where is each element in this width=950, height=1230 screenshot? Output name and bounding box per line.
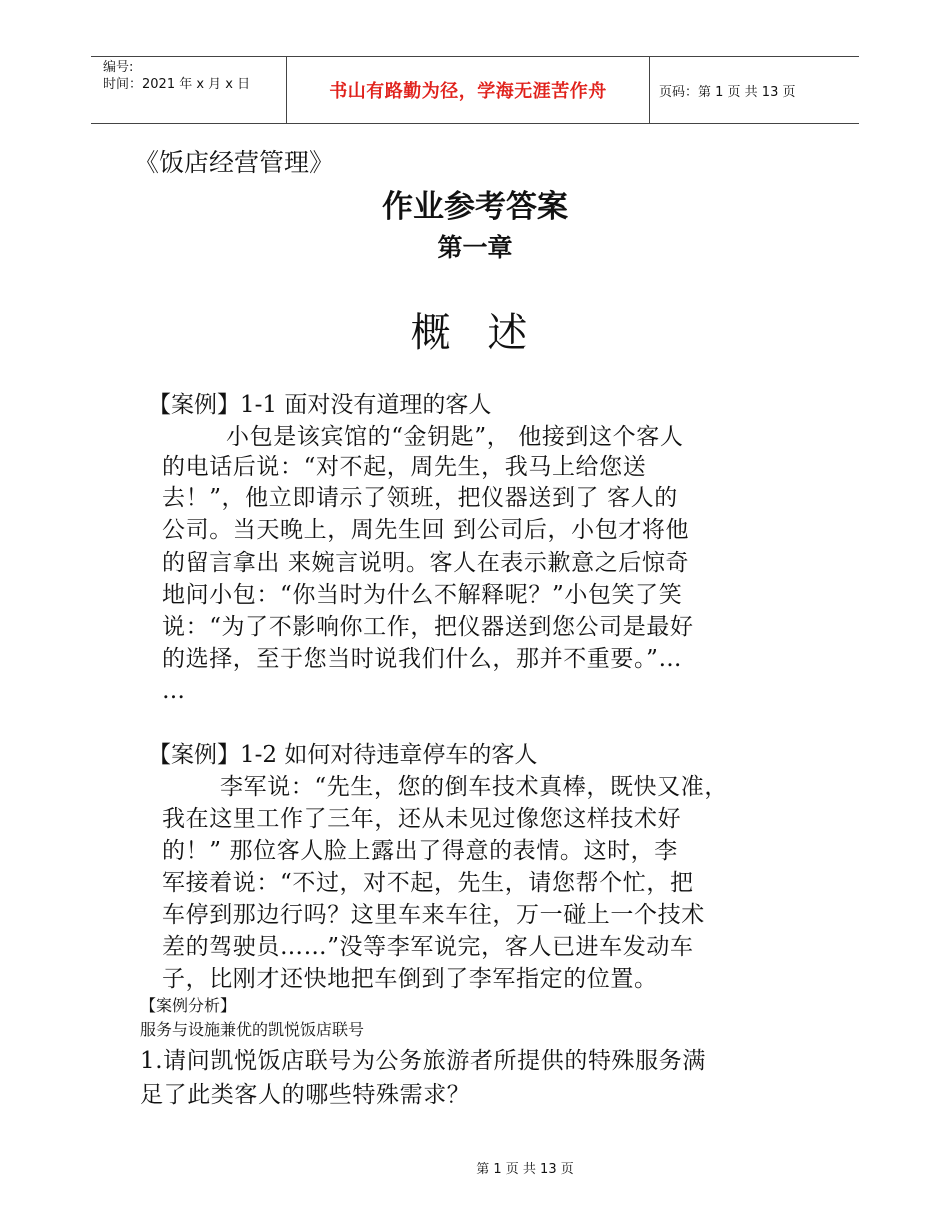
case-1-1-line: … <box>162 678 186 704</box>
page-header <box>91 56 859 124</box>
case-1-1-line: 说：“为了不影响你工作，把仪器送到您公司是最好 <box>162 614 694 640</box>
case-1-1-line: 的留言拿出 来婉言说明。客人在表示歉意之后惊奇 <box>162 550 690 576</box>
page-footer: 第 1 页 共 13 页 <box>476 1162 574 1177</box>
chapter-title: 第一章 <box>437 233 513 262</box>
analysis-heading: 【案例分析】 <box>140 996 237 1015</box>
case-1-2-line: 的！” 那位客人脸上露出了得意的表情。这时，李 <box>162 838 678 864</box>
case-1-1-line: 小包是该宾馆的“金钥匙”， 他接到这个客人 <box>226 424 684 450</box>
header-motto: 书山有路勤为径，学海无涯苦作舟 <box>329 81 607 102</box>
case-1-2-title: 【案例】1-2 如何对待违章停车的客人 <box>148 742 538 768</box>
case-1-2-line: 李军说：“先生，您的倒车技术真棒，既快又准， <box>220 774 728 800</box>
case-1-2-line: 我在这里工作了三年，还从未见过像您这样技术好 <box>162 806 682 832</box>
section-title: 概 述 <box>410 310 540 356</box>
analysis-subtitle: 服务与设施兼优的凯悦饭店联号 <box>140 1020 365 1039</box>
main-title: 作业参考答案 <box>382 189 568 225</box>
case-1-1-title: 【案例】1-1 面对没有道理的客人 <box>148 392 492 418</box>
header-motto-cell <box>286 57 650 123</box>
case-1-1-line: 公司。当天晚上，周先生回 到公司后，小包才将他 <box>162 517 690 543</box>
case-1-1-line: 地问小包：“你当时为什么不解释呢？”小包笑了笑 <box>162 582 683 608</box>
case-1-2-line: 车停到那边行吗？这里车来车往，万一碰上一个技术 <box>162 902 705 928</box>
book-title: 《饭店经营管理》 <box>134 148 335 177</box>
analysis-question-line: 足了此类客人的哪些特殊需求？ <box>140 1082 471 1108</box>
header-page-cell <box>649 57 859 123</box>
case-1-2-line: 军接着说：“不过，对不起，先生，请您帮个忙，把 <box>162 870 694 896</box>
document-time-label: 时间：2021 年 x 月 x 日 <box>103 77 251 92</box>
header-meta-cell <box>91 57 286 123</box>
analysis-question-line: 1.请问凯悦饭店联号为公务旅游者所提供的特殊服务满 <box>140 1048 706 1074</box>
header-page-info: 页码：第 1 页 共 13 页 <box>659 84 796 100</box>
case-1-1-line: 的选择，至于您当时说我们什么，那并不重要。”… <box>162 646 683 672</box>
case-1-1-line: 去！”，他立即请示了领班，把仪器送到了 客人的 <box>162 485 678 511</box>
case-1-1-line: 的电话后说：“对不起，周先生，我马上给您送 <box>162 454 647 480</box>
case-1-2-line: 差的驾驶员……”没等李军说完，客人已进车发动车 <box>162 934 694 960</box>
document-number-label: 编号: <box>103 60 134 75</box>
case-1-2-line: 子，比刚才还快地把车倒到了李军指定的位置。 <box>162 966 658 992</box>
